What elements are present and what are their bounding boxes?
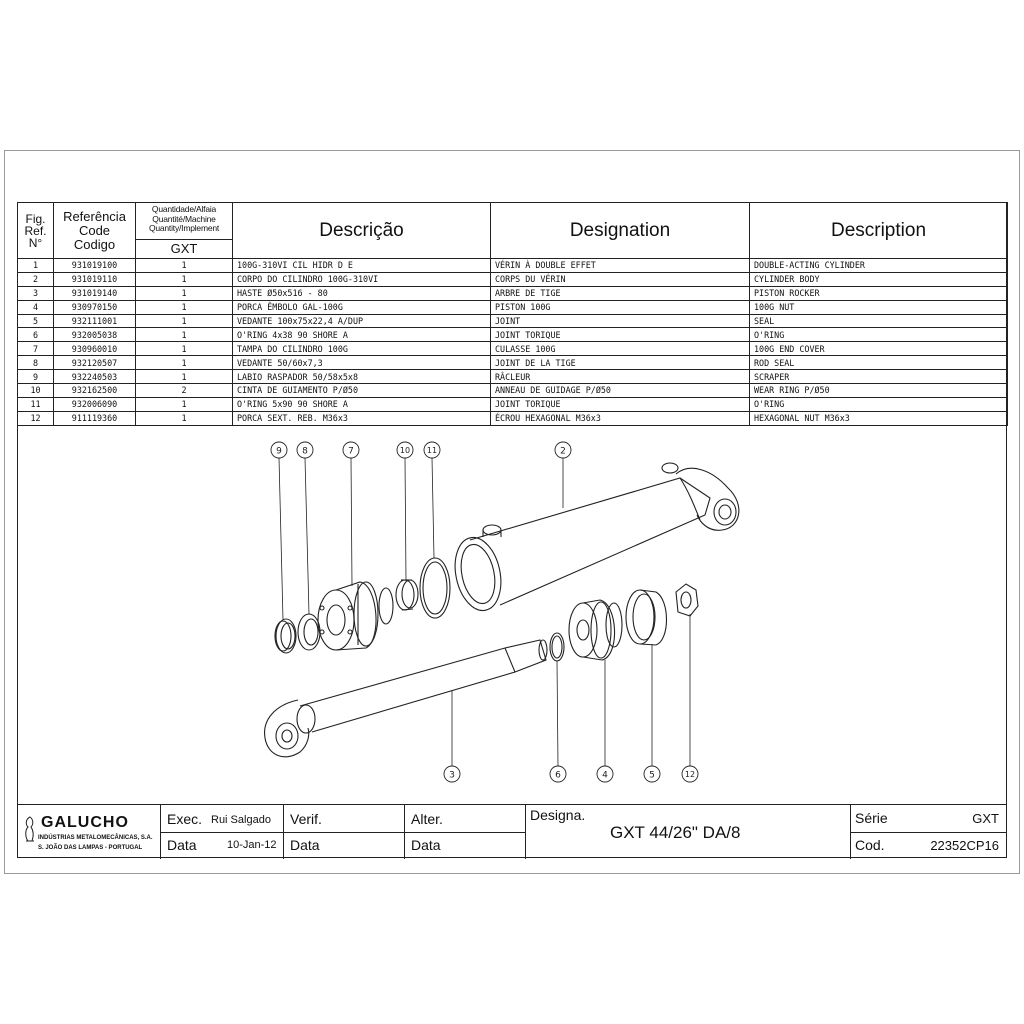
alter-label: Alter. (411, 811, 443, 827)
exploded-view-drawing (18, 424, 1006, 802)
exec-value: Rui Salgado (211, 814, 271, 826)
descricao-cell: LABIO RASPADOR 50/58x5x8 (233, 370, 491, 384)
descricao-cell: 100G-310VI CIL HIDR D E (233, 259, 491, 273)
descricao-cell: PORCA ÊMBOLO GAL-100G (233, 300, 491, 314)
table-row (18, 272, 1008, 286)
fig-cell: 5 (18, 314, 54, 328)
designation-cell: CORPS DU VÉRIN (491, 272, 750, 286)
table-row (18, 370, 1008, 384)
description-cell: SCRAPER (750, 370, 1008, 384)
qty-cell: 1 (136, 411, 233, 425)
table-row (18, 328, 1008, 342)
header-qty-line: Quantity/Implement (148, 223, 220, 233)
callout-bubbles (271, 442, 698, 782)
divider (850, 832, 1007, 833)
fig-cell: 9 (18, 370, 54, 384)
designa-value: GXT 44/26" DA/8 (610, 823, 741, 842)
cod-value: 22352CP16 (930, 838, 999, 853)
qty-cell: 1 (136, 370, 233, 384)
code-cell: 932006090 (54, 397, 136, 411)
code-cell: 932240503 (54, 370, 136, 384)
callout-label: 10 (399, 446, 411, 455)
fig-cell: 7 (18, 342, 54, 356)
fig-cell: 10 (18, 384, 54, 398)
exec-label: Exec. (167, 811, 203, 827)
code-cell: 930970150 (54, 300, 136, 314)
o-ring-large-part (420, 558, 450, 618)
callout-label: 9 (276, 446, 282, 457)
table-row (18, 384, 1008, 398)
callout-8 (297, 442, 313, 458)
designation-cell: JOINT TORIQUE (491, 328, 750, 342)
company-name: GALUCHO (41, 814, 129, 831)
code-cell: 932111001 (54, 314, 136, 328)
code-cell: 931019140 (54, 286, 136, 300)
fig-cell: 11 (18, 397, 54, 411)
callout-5 (644, 766, 660, 782)
description-cell: PISTON ROCKER (750, 286, 1008, 300)
code-cell: 911119360 (54, 411, 136, 425)
exec-date-label: Data (167, 837, 197, 853)
description-cell: O'RING (750, 397, 1008, 411)
title-block (17, 804, 1007, 859)
serie-value: GXT (972, 811, 999, 826)
descricao-cell: O'RING 5x90 90 SHORE A (233, 397, 491, 411)
header-ref (54, 203, 136, 259)
parts-table-header (18, 203, 1008, 259)
header-fig-line: Fig. (25, 211, 46, 226)
description-cell: ROD SEAL (750, 356, 1008, 370)
header-qty-line: Quantidade/Alfaia (151, 204, 217, 214)
callout-3 (444, 766, 460, 782)
designation-cell: CULASSE 100G (491, 342, 750, 356)
qty-cell: 1 (136, 300, 233, 314)
qty-cell: 1 (136, 259, 233, 273)
table-row (18, 356, 1008, 370)
table-row (18, 286, 1008, 300)
designation-cell: JOINT TORIQUE (491, 397, 750, 411)
descricao-cell: VEDANTE 50/60x7,3 (233, 356, 491, 370)
code-cell: 932120507 (54, 356, 136, 370)
designation-cell: JOINT (491, 314, 750, 328)
header-qty (136, 203, 233, 259)
designa-label: Designa. (530, 807, 586, 823)
code-cell: 930960010 (54, 342, 136, 356)
alter-date-label: Data (411, 837, 441, 853)
callout-label: 12 (684, 770, 696, 779)
descricao-cell: CORPO DO CILINDRO 100G-310VI (233, 272, 491, 286)
callout-label: 3 (449, 770, 455, 781)
header-ref-line: Codigo (73, 236, 116, 252)
header-ref-line: Code (78, 222, 111, 238)
callout-label: 6 (555, 770, 561, 781)
header-qty-labels (136, 203, 232, 239)
verif-label: Verif. (290, 811, 322, 827)
exec-date-value: 10-Jan-12 (227, 839, 277, 851)
description-cell: 100G END COVER (750, 342, 1008, 356)
designation-cell: PISTON 100G (491, 300, 750, 314)
divider (160, 832, 525, 833)
code-cell: 931019110 (54, 272, 136, 286)
description-cell: WEAR RING P/Ø50 (750, 384, 1008, 398)
fig-cell: 3 (18, 286, 54, 300)
callout-6 (550, 766, 566, 782)
designation-cell: ANNEAU DE GUIDAGE P/Ø50 (491, 384, 750, 398)
callout-leaders (279, 458, 690, 766)
callout-7 (343, 442, 359, 458)
table-row (18, 397, 1008, 411)
qty-cell: 1 (136, 314, 233, 328)
scraper-part (275, 619, 296, 653)
wear-ring-part (396, 580, 418, 610)
qty-cell: 2 (136, 384, 233, 398)
code-cell: 932005038 (54, 328, 136, 342)
qty-cell: 1 (136, 397, 233, 411)
rod-seal-part (298, 614, 320, 650)
callout-2 (555, 442, 571, 458)
qty-cell: 1 (136, 272, 233, 286)
description-cell: DOUBLE-ACTING CYLINDER (750, 259, 1008, 273)
table-row (18, 259, 1008, 273)
header-fig-line: Ref. (24, 223, 47, 238)
descricao-cell: O'RING 4x38 90 SHORE A (233, 328, 491, 342)
callout-label: 8 (302, 446, 308, 457)
table-row (18, 314, 1008, 328)
designa-cell (525, 805, 850, 859)
callout-4 (597, 766, 613, 782)
header-descricao: Descrição (233, 203, 491, 259)
designation-cell: JOINT DE LA TIGE (491, 356, 750, 370)
header-description: Description (750, 203, 1008, 259)
description-cell: SEAL (750, 314, 1008, 328)
header-qty-model: GXT (136, 239, 232, 258)
code-cell: 931019100 (54, 259, 136, 273)
fig-cell: 8 (18, 356, 54, 370)
callout-11 (424, 442, 440, 458)
designation-cell: ARBRE DE TIGE (491, 286, 750, 300)
end-cover-part (318, 582, 393, 650)
o-ring-small-part (550, 633, 564, 661)
header-designation: Designation (491, 203, 750, 259)
qty-cell: 1 (136, 342, 233, 356)
descricao-cell: HASTE Ø50x516 - 80 (233, 286, 491, 300)
designation-cell: ÉCROU HEXAGONAL M36x3 (491, 411, 750, 425)
callout-10 (397, 442, 413, 458)
callout-label: 2 (560, 446, 566, 457)
galucho-logo-icon (22, 815, 38, 845)
callout-12 (682, 766, 698, 782)
descricao-cell: TAMPA DO CILINDRO 100G (233, 342, 491, 356)
header-fig (18, 203, 54, 259)
fig-cell: 4 (18, 300, 54, 314)
verif-date-label: Data (290, 837, 320, 853)
designation-cell: RÂCLEUR (491, 370, 750, 384)
descricao-cell: CINTA DE GUIAMENTO P/Ø50 (233, 384, 491, 398)
company-block (17, 805, 160, 859)
fig-cell: 6 (18, 328, 54, 342)
qty-cell: 1 (136, 286, 233, 300)
designation-cell: VÉRIN À DOUBLE EFFET (491, 259, 750, 273)
cod-label: Cod. (855, 837, 885, 853)
header-fig-line: N° (28, 235, 43, 250)
descricao-cell: VEDANTE 100x75x22,4 A/DUP (233, 314, 491, 328)
description-cell: 100G NUT (750, 300, 1008, 314)
hex-nut-part (676, 584, 698, 616)
piston-part (569, 600, 622, 660)
qty-cell: 1 (136, 356, 233, 370)
parts-table (17, 202, 1008, 426)
callout-9 (271, 442, 287, 458)
header-qty-line: Quantité/Machine (152, 213, 216, 224)
callout-label: 5 (649, 770, 655, 781)
fig-cell: 1 (18, 259, 54, 273)
description-cell: HEXAGONAL NUT M36x3 (750, 411, 1008, 425)
fig-cell: 2 (18, 272, 54, 286)
callout-label: 4 (602, 770, 608, 781)
code-cell: 932162500 (54, 384, 136, 398)
table-row (18, 300, 1008, 314)
descricao-cell: PORCA SEXT. REB. M36x3 (233, 411, 491, 425)
callout-label: 11 (426, 446, 438, 455)
fig-cell: 12 (18, 411, 54, 425)
piston-seal-part (626, 590, 667, 645)
table-row (18, 342, 1008, 356)
callout-label: 7 (348, 446, 354, 457)
description-cell: CYLINDER BODY (750, 272, 1008, 286)
qty-cell: 1 (136, 328, 233, 342)
description-cell: O'RING (750, 328, 1008, 342)
piston-rod-part (265, 640, 547, 757)
cylinder-body-part (449, 463, 739, 615)
serie-label: Série (855, 810, 888, 826)
header-ref-line: Referência (63, 208, 126, 224)
company-line-2: S. JOÃO DAS LAMPAS - PORTUGAL (38, 845, 143, 851)
company-line-1: INDÚSTRIAS METALOMECÂNICAS, S.A. (38, 835, 153, 841)
